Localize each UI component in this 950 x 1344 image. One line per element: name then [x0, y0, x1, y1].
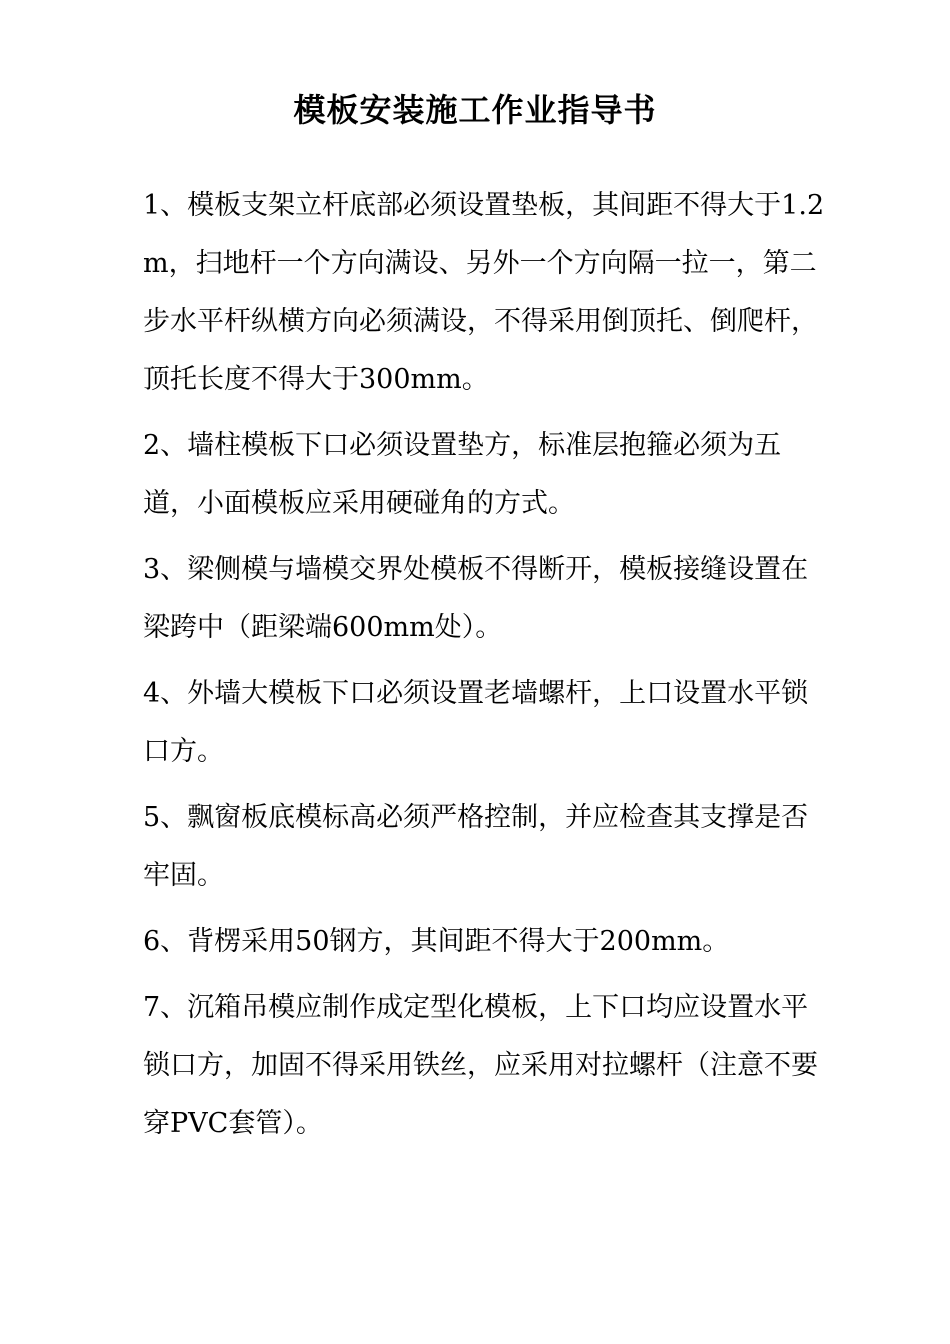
paragraph-2: 2、墙柱模板下口必须设置垫方，标准层抱箍必须为五道，小面模板应采用硬碰角的方式。 [143, 430, 782, 519]
paragraph-7: 7、沉箱吊模应制作成定型化模板，上下口均应设置水平锁口方，加固不得采用铁丝，应采用对拉螺杆（注意不要穿PVC套管）。 [143, 992, 818, 1139]
paragraph-3: 3、梁侧模与墙模交界处模板不得断开，模板接缝设置在梁跨中（距梁端600mm处）。 [143, 554, 809, 643]
document-body [143, 177, 833, 1161]
paragraph-6: 6、背楞采用50钢方，其间距不得大于200mm。 [143, 926, 730, 957]
paragraph-4: 4、外墙大模板下口必须设置老墙螺杆，上口设置水平锁口方。 [143, 678, 809, 767]
document-title: 模板安装施工作业指导书 [293, 91, 657, 129]
paragraph-1: 1、模板支架立杆底部必须设置垫板，其间距不得大于1.2m，扫地杆一个方向满设、另外一个方向隔一拉一，第二步水平杆纵横方向必须满设，不得采用倒顶托、倒爬杆，顶托长度不得大于300mm。 [143, 190, 825, 395]
paragraph-5: 5、飘窗板底模标高必须严格控制，并应检查其支撑是否牢固。 [143, 802, 809, 891]
